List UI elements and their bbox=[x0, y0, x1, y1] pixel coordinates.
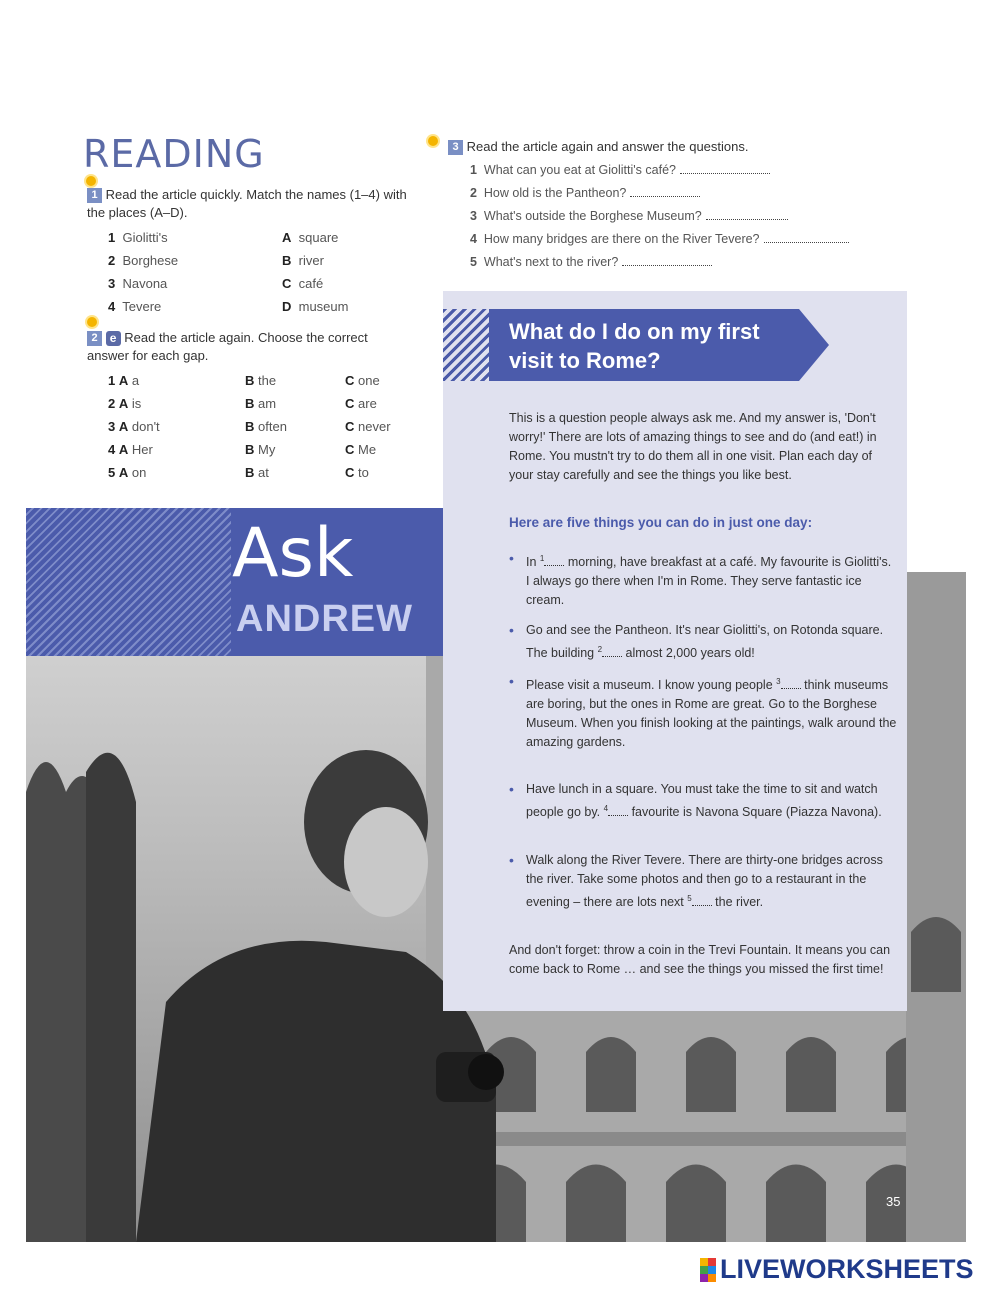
list-item: D museum bbox=[282, 299, 349, 314]
exercise-1-names bbox=[108, 230, 178, 322]
exercise-2-number: 2 bbox=[87, 331, 102, 346]
list-item: 4 How many bridges are there on the River Tevere? bbox=[470, 232, 950, 255]
table-row: 4 A Her B My C Me bbox=[108, 442, 377, 457]
exercise-3-text: Read the article again and answer the questions. bbox=[466, 139, 749, 154]
bullet-icon: • bbox=[509, 622, 514, 638]
list-item: 2 How old is the Pantheon? bbox=[470, 186, 950, 209]
banner-stripes bbox=[26, 508, 231, 656]
exercise-3-instruction bbox=[448, 138, 928, 156]
answer-field[interactable] bbox=[622, 255, 712, 266]
answer-field[interactable] bbox=[706, 209, 788, 220]
article-subhead: Here are five things you can do in just one day: bbox=[509, 515, 813, 530]
article-bullet: • In $^1$ morning, have breakfast at a café. My favourite is Giolitti's. I always go there when I'm in Rome. They serve fantastic ice cream. bbox=[509, 550, 892, 608]
article-bullet: • Go and see the Pantheon. It's near Giolitti's, on Rotonda square. The building $^2$ almost 2,000 years old! bbox=[509, 622, 884, 661]
list-item: 4 Tevere bbox=[108, 299, 162, 314]
section-title: READING bbox=[83, 132, 265, 176]
table-row: 5 A on B at C to bbox=[108, 465, 369, 480]
article-bullet: • Please visit a museum. I know young people $^3$ think museums are boring, but the ones in Rome are great. Go to the Borghese Museum. When you finish looking at the paintings, walk around the amazing gardens. bbox=[509, 673, 897, 750]
table-row: 1 A a B the C one bbox=[108, 373, 380, 388]
answer-field[interactable] bbox=[630, 186, 700, 197]
article-intro: This is a question people always ask me. And my answer is, 'Don't worry!' There are lots of amazing things to see and do (and eat!) in Rome. You mustn't try to do them all in one visit. Plan each day of your stay carefully and see the things you like best. bbox=[509, 411, 877, 482]
article-bullet: • Walk along the River Tevere. There are thirty-one bridges across the river. Take some photos and then go to a restaurant in the evening – there are lots next $^5$ the river. bbox=[509, 852, 883, 910]
bullet-icon: • bbox=[509, 673, 514, 689]
answer-field[interactable] bbox=[764, 232, 849, 243]
list-item: 1 Giolitti's bbox=[108, 230, 168, 245]
exercise-1-text: Read the article quickly. Match the names (1–4) with the places (A–D). bbox=[87, 187, 407, 220]
exercise-2-options bbox=[108, 373, 428, 488]
list-item: C café bbox=[282, 276, 324, 291]
exercise-1-places bbox=[282, 230, 348, 322]
brand-name: LIVEWORKSHEETS bbox=[720, 1254, 974, 1284]
bullet-icon: • bbox=[509, 550, 514, 566]
ask-heading: Ask bbox=[232, 514, 354, 593]
star-icon bbox=[428, 136, 438, 146]
gap-2-field[interactable] bbox=[602, 646, 622, 657]
article-headline: What do I do on my first visit to Rome? bbox=[509, 319, 760, 373]
table-row: 2 A is B am C are bbox=[108, 396, 377, 411]
star-icon bbox=[87, 317, 97, 327]
bullet-icon: • bbox=[509, 852, 514, 868]
e-badge-icon: e bbox=[106, 331, 121, 346]
exercise-2-instruction bbox=[87, 329, 407, 365]
gap-4-field[interactable] bbox=[608, 805, 628, 816]
list-item: 5 What's next to the river? bbox=[470, 255, 950, 278]
gap-3-field[interactable] bbox=[781, 678, 801, 689]
table-row: 3 A don't B often C never bbox=[108, 419, 391, 434]
exercise-1-instruction bbox=[87, 186, 407, 222]
answer-field[interactable] bbox=[680, 163, 770, 174]
list-item: 2 Borghese bbox=[108, 253, 179, 268]
page-number: 35 bbox=[886, 1194, 901, 1209]
liveworksheets-logo-icon bbox=[700, 1258, 716, 1282]
list-item: 1 What can you eat at Giolitti's café? bbox=[470, 163, 950, 186]
gap-1-field[interactable] bbox=[544, 555, 564, 566]
bullet-icon: • bbox=[509, 781, 514, 797]
list-item: B river bbox=[282, 253, 324, 268]
gap-5-field[interactable] bbox=[692, 895, 712, 906]
list-item: 3 Navona bbox=[108, 276, 168, 291]
exercise-3-questions bbox=[470, 163, 950, 278]
exercise-1-number: 1 bbox=[87, 188, 102, 203]
exercise-3-number: 3 bbox=[448, 140, 463, 155]
list-item: 3 What's outside the Borghese Museum? bbox=[470, 209, 950, 232]
exercise-2-text: Read the article again. Choose the correct answer for each gap. bbox=[87, 330, 368, 363]
list-item: A square bbox=[282, 230, 339, 245]
article-bullet: • Have lunch in a square. You must take the time to sit and watch people go by. $^4$ favourite is Navona Square (Piazza Navona). bbox=[509, 781, 882, 820]
andrew-heading: ANDREW bbox=[236, 598, 413, 640]
article-outro: And don't forget: throw a coin in the Trevi Fountain. It means you can come back to Rome … and see the things you missed the first time! bbox=[509, 943, 891, 976]
star-icon bbox=[86, 176, 96, 186]
